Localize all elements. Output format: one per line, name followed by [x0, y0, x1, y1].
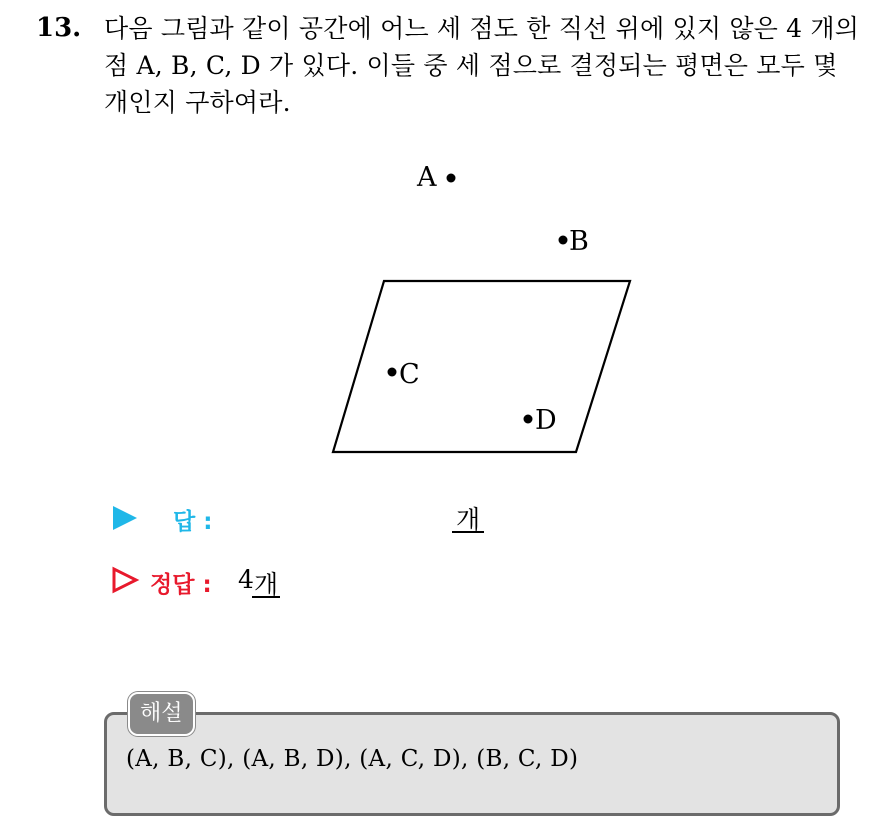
answer-marker-icon — [113, 506, 137, 530]
question-number: 13. — [36, 13, 82, 43]
question-line-1: 다음 그림과 같이 공간에 어느 세 점도 한 직선 위에 있지 않은 4 개의 — [104, 14, 860, 43]
point-d-label: D — [535, 405, 557, 436]
point-a-dot — [447, 174, 456, 183]
explanation-text: (A, B, C), (A, B, D), (A, C, D), (B, C, D) — [126, 746, 579, 772]
answer-unit: 개 — [456, 505, 481, 534]
point-a-label: A — [417, 162, 437, 193]
point-b-label: B — [569, 226, 589, 257]
explanation-tag: 해설 — [128, 692, 195, 736]
point-b-dot — [559, 236, 568, 245]
answer-label: 답 : — [173, 509, 213, 535]
question-line-3: 개인지 구하여라. — [104, 88, 291, 117]
point-d-dot — [524, 415, 533, 424]
point-c-dot — [388, 368, 397, 377]
correct-answer-underline — [252, 596, 280, 598]
point-c-label: C — [399, 359, 420, 390]
correct-answer-unit: 개 — [254, 570, 279, 599]
answer-blank-underline[interactable] — [452, 531, 484, 533]
correct-answer-value: 4 — [238, 565, 254, 594]
question-line-2: 점 A, B, C, D 가 있다. 이들 중 세 점으로 결정되는 평면은 모두 몇 — [104, 51, 838, 80]
correct-answer-marker-icon — [114, 569, 136, 591]
plane-parallelogram — [333, 281, 630, 452]
correct-answer-label: 정답 : — [150, 572, 212, 598]
